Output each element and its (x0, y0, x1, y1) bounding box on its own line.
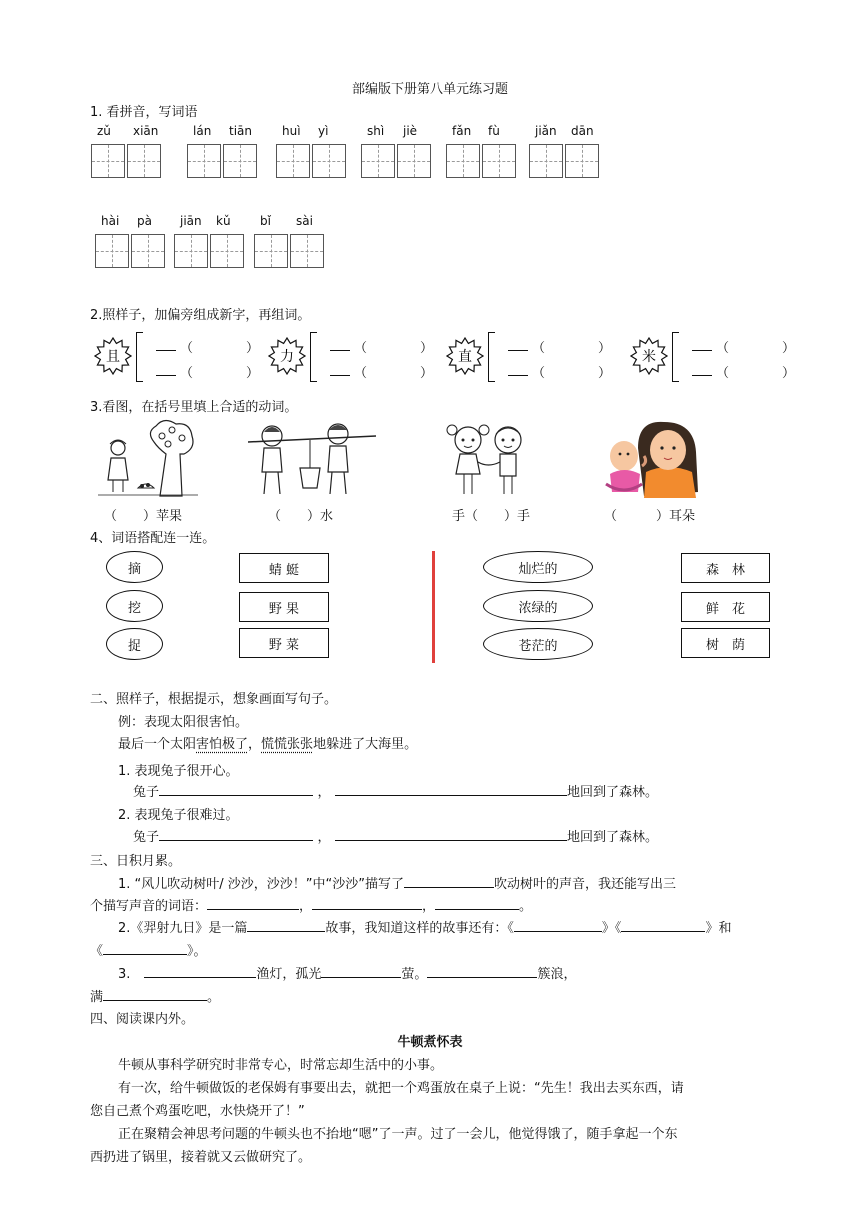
radical-char: 直 (458, 349, 472, 365)
oval-cangmang[interactable]: 苍茫的 (483, 628, 593, 660)
char-blank[interactable] (330, 350, 350, 351)
oval-zhai[interactable]: 摘 (106, 551, 163, 583)
s2-item2-line (133, 826, 658, 845)
char-blank[interactable] (692, 350, 712, 351)
q3-item-ears: （ ）耳朵 (604, 509, 696, 524)
paren-open: （ (716, 341, 730, 356)
writing-grid-box[interactable] (290, 234, 324, 268)
q1-heading: 1. 看拼音，写词语 (90, 105, 198, 120)
writing-grid-box[interactable] (131, 234, 165, 268)
pinyin-syllable: fǎn (452, 124, 472, 138)
story-p3a: 正在聚精会神思考问题的牛顿头也不抬地“嗯”了一声。过了一会儿，他觉得饿了，随手拿起一个东 (118, 1127, 678, 1142)
item1-blank-2[interactable] (335, 781, 567, 796)
q3-item-hands: 手（ ）手 (452, 509, 531, 524)
s3-l3c: 萤。 (401, 967, 428, 982)
s3-comma-2: ， (422, 899, 436, 914)
paren-open: （ (180, 341, 194, 356)
pinyin-syllable: shì (367, 124, 385, 138)
s2-example-sentence (118, 733, 417, 752)
item1-comma: ， (317, 785, 331, 800)
carrying-water-image (248, 420, 376, 498)
item2-blank-2[interactable] (335, 826, 567, 841)
pinyin-syllable: sài (296, 214, 313, 228)
item2-start: 兔子 (133, 830, 160, 845)
s3-l2e: 《 (90, 944, 104, 959)
s3-l1a: 1. “风儿吹动树叶/ 沙沙，沙沙！”中“沙沙”描写了 (118, 877, 404, 892)
s3-blank-8[interactable] (103, 940, 187, 955)
pinyin-syllable: jiè (403, 124, 418, 138)
s3-line3 (118, 963, 576, 982)
pinyin-syllable: kǔ (216, 214, 231, 228)
paren-close: ） (782, 341, 796, 356)
rect-wild-fruit[interactable]: 野 果 (239, 592, 329, 622)
rect-flowers[interactable]: 鲜 花 (681, 592, 770, 622)
example-dotted-1: 害怕极了 (196, 737, 249, 752)
writing-grid-box[interactable] (174, 234, 208, 268)
story-p2b: 您自己煮个鸡蛋吃吧，水快烧开了！” (90, 1104, 305, 1119)
rect-shade[interactable]: 树 荫 (681, 628, 770, 658)
bracket (488, 332, 495, 382)
s3-blank-5[interactable] (247, 917, 325, 932)
oval-wa[interactable]: 挖 (106, 590, 163, 622)
apple-tree-image (98, 418, 198, 498)
writing-grid-box[interactable] (210, 234, 244, 268)
s3-l2a: 2.《羿射九日》是一篇 (118, 921, 248, 936)
s3-blank-10[interactable] (321, 963, 401, 978)
example-post: 地躲进了大海里。 (313, 737, 418, 752)
writing-grid-box[interactable] (127, 144, 161, 178)
oval-canlan[interactable]: 灿烂的 (483, 551, 593, 583)
s3-l3f: 。 (207, 990, 221, 1005)
char-blank[interactable] (692, 375, 712, 376)
s3-l2f: 》。 (187, 944, 207, 959)
story-title: 牛顿煮怀表 (397, 1035, 463, 1050)
writing-grid-box[interactable] (254, 234, 288, 268)
q2-heading: 2.照样子，加偏旁组成新字，再组词。 (90, 308, 311, 323)
item1-blank-1[interactable] (159, 781, 313, 796)
s3-l3a: 3. (118, 967, 131, 982)
writing-grid-box[interactable] (529, 144, 563, 178)
pinyin-syllable: xiān (133, 124, 159, 138)
writing-grid-box[interactable] (223, 144, 257, 178)
pinyin-syllable: zǔ (97, 124, 111, 138)
paren-open: （ (180, 366, 194, 381)
s3-blank-1[interactable] (404, 873, 494, 888)
writing-grid-box[interactable] (361, 144, 395, 178)
s2-item1-label: 1. 表现兔子很开心。 (118, 764, 239, 779)
s2-example-label: 例：表现太阳很害怕。 (118, 715, 249, 730)
pinyin-syllable: fù (488, 124, 500, 138)
item2-blank-1[interactable] (159, 826, 313, 841)
s3-blank-3[interactable] (312, 895, 422, 910)
q3-item-water: （ ）水 (268, 509, 334, 524)
s3-blank-11[interactable] (427, 963, 537, 978)
char-blank[interactable] (156, 375, 176, 376)
s3-l2d: 》和 (705, 921, 732, 936)
pinyin-syllable: pà (137, 214, 152, 228)
writing-grid-box[interactable] (91, 144, 125, 178)
s2-heading: 二、照样子，根据提示，想象画面写句子。 (90, 692, 338, 707)
s3-l3b: 渔灯，孤光 (256, 967, 322, 982)
s3-blank-4[interactable] (435, 895, 519, 910)
radical-char: 且 (106, 349, 120, 365)
s3-period-1: 。 (519, 899, 533, 914)
s3-l2b: 故事，我知道这样的故事还有：《 (325, 921, 514, 936)
char-blank[interactable] (156, 350, 176, 351)
starburst-char-1 (268, 337, 306, 375)
example-pre: 最后一个太阳 (118, 737, 197, 752)
bracket (310, 332, 317, 382)
item1-start: 兔子 (133, 785, 160, 800)
writing-grid-box[interactable] (187, 144, 221, 178)
pinyin-syllable: lán (193, 124, 212, 138)
paren-open: （ (532, 366, 546, 381)
paren-close: ） (598, 341, 612, 356)
pinyin-syllable: hài (101, 214, 120, 228)
writing-grid-box[interactable] (565, 144, 599, 178)
s3-line2 (118, 917, 731, 936)
divider-line (432, 551, 435, 663)
pinyin-syllable: tiān (229, 124, 252, 138)
example-comma: ， (248, 737, 262, 752)
rect-wild-veg[interactable]: 野 菜 (239, 628, 329, 658)
item1-end: 地回到了森林。 (567, 785, 659, 800)
s3-l2c: 》《 (601, 921, 622, 936)
page-title: 部编版下册第八单元练习题 (351, 82, 508, 97)
pinyin-syllable: yì (318, 124, 329, 138)
s3-blank-6[interactable] (514, 917, 602, 932)
story-p1: 牛顿从事科学研究时非常专心，时常忘却生活中的小事。 (118, 1058, 444, 1073)
starburst-char-3 (630, 337, 668, 375)
s3-comma-1: ， (299, 899, 313, 914)
writing-grid-box[interactable] (276, 144, 310, 178)
paren-close: ） (782, 366, 796, 381)
rect-forest[interactable]: 森 林 (681, 553, 770, 583)
s3-line1b (90, 895, 532, 914)
s3-blank-7[interactable] (621, 917, 705, 932)
s3-line3b (90, 986, 220, 1005)
s3-blank-9[interactable] (144, 963, 256, 978)
oval-nonglv[interactable]: 浓绿的 (483, 590, 593, 622)
pinyin-syllable: jiǎn (535, 124, 557, 138)
s3-l1b: 吹动树叶的声音，我还能写出三 (494, 877, 677, 892)
paren-open: （ (354, 341, 368, 356)
q3-heading: 3.看图，在括号里填上合适的动词。 (90, 400, 298, 415)
paren-open: （ (354, 366, 368, 381)
paren-close: ） (420, 366, 434, 381)
paren-open: （ (716, 366, 730, 381)
mother-baby-image (604, 418, 702, 500)
s3-blank-12[interactable] (103, 986, 207, 1001)
s3-l3e: 满 (90, 990, 104, 1005)
bracket (672, 332, 679, 382)
paren-close: ） (246, 341, 260, 356)
story-p3b: 西扔进了锅里，接着就又云做研究了。 (90, 1150, 312, 1165)
q3-item-apple: （ ）苹果 (104, 509, 183, 524)
pinyin-syllable: huì (282, 124, 301, 138)
rect-dragonfly[interactable]: 蜻 蜓 (239, 553, 329, 583)
holding-hands-image (436, 420, 536, 498)
oval-zhuo[interactable]: 捉 (106, 628, 163, 660)
paren-close: ） (246, 366, 260, 381)
s3-line1 (118, 873, 676, 892)
item2-end: 地回到了森林。 (567, 830, 659, 845)
story-p2a: 有一次，给牛顿做饭的老保姆有事要出去，就把一个鸡蛋放在桌子上说：“先生！我出去买东西，请 (118, 1081, 684, 1096)
starburst-char-2 (446, 337, 484, 375)
writing-grid-box[interactable] (482, 144, 516, 178)
s3-heading: 三、日积月累。 (90, 854, 182, 869)
s2-item2-label: 2. 表现兔子很难过。 (118, 808, 239, 823)
radical-char: 米 (642, 349, 656, 365)
s3-blank-2[interactable] (207, 895, 299, 910)
s3-l3d: 簇浪， (537, 967, 577, 982)
char-blank[interactable] (330, 375, 350, 376)
char-blank[interactable] (508, 350, 528, 351)
example-dotted-2: 慌慌张张 (261, 737, 314, 752)
bracket (136, 332, 143, 382)
pinyin-syllable: bǐ (260, 214, 271, 228)
s3-line2b (90, 940, 207, 959)
pinyin-syllable: jiān (180, 214, 202, 228)
paren-close: ） (420, 341, 434, 356)
writing-grid-box[interactable] (95, 234, 129, 268)
writing-grid-box[interactable] (312, 144, 346, 178)
radical-char: 力 (280, 349, 294, 365)
s4-heading: 四、阅读课内外。 (90, 1012, 195, 1027)
pinyin-syllable: dān (571, 124, 594, 138)
q4-heading: 4、词语搭配连一连。 (90, 531, 216, 546)
item2-comma: ， (317, 830, 331, 845)
s3-l1c: 个描写声音的词语： (90, 899, 208, 914)
writing-grid-box[interactable] (397, 144, 431, 178)
paren-open: （ (532, 341, 546, 356)
starburst-char-0 (94, 337, 132, 375)
s2-item1-line (133, 781, 658, 800)
paren-close: ） (598, 366, 612, 381)
writing-grid-box[interactable] (446, 144, 480, 178)
char-blank[interactable] (508, 375, 528, 376)
